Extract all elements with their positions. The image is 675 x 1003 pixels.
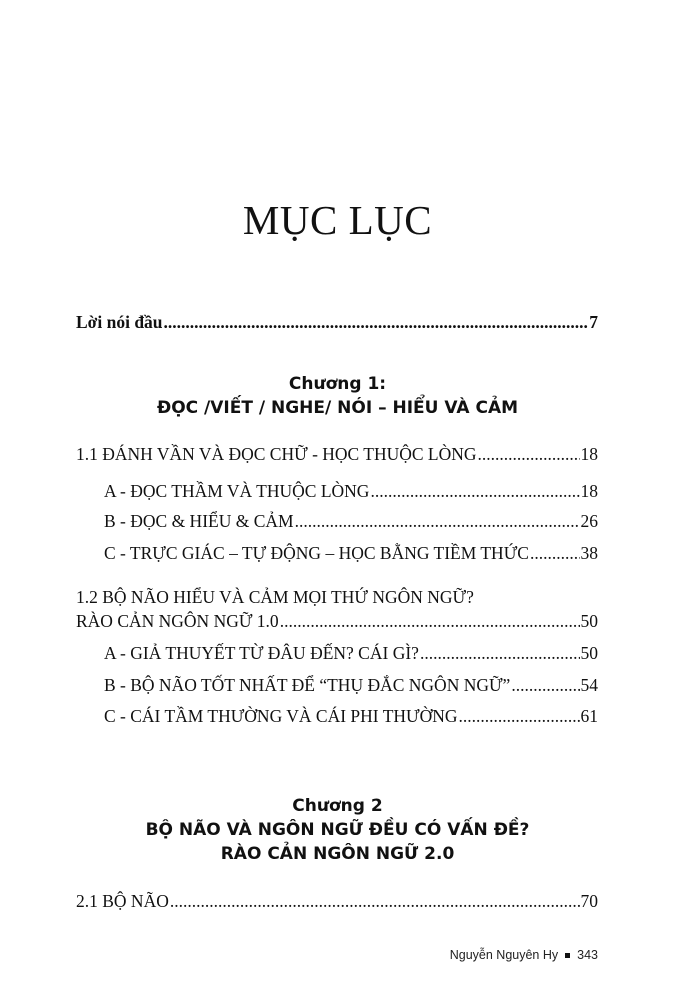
toc-entry-page: 18 (580, 444, 598, 464)
toc-entry-label: C - TRỰC GIÁC – TỰ ĐỘNG – HỌC BẰNG TIỀM THỨC (104, 543, 529, 563)
chapter-2-label: Chương 2 (292, 796, 383, 816)
page-footer (450, 948, 598, 962)
toc-entry-1-1-a (104, 481, 598, 501)
toc-entry-1-2-c (104, 706, 598, 726)
square-bullet-icon (565, 953, 570, 958)
chapter-2-title-line1: BỘ NÃO VÀ NGÔN NGỮ ĐỀU CÓ VẤN ĐỀ? (145, 820, 530, 840)
chapter-1-heading (0, 372, 675, 420)
toc-entry-label: C - CÁI TẦM THƯỜNG VÀ CÁI PHI THƯỜNG (104, 706, 458, 726)
chapter-1-label: Chương 1: (288, 374, 387, 394)
toc-entry-label: A - ĐỌC THẦM VÀ THUỘC LÒNG (104, 481, 370, 501)
dot-leader (420, 643, 580, 663)
toc-entry-page: 26 (580, 511, 598, 531)
toc-entry-page: 61 (580, 706, 598, 726)
toc-entry-label: 1.2 BỘ NÃO HIỂU VÀ CẢM MỌI THỨ NGÔN NGỮ? (76, 587, 474, 607)
toc-entry-preface (76, 312, 598, 332)
toc-entry-1-1-b (104, 511, 598, 531)
toc-entry-page: 50 (580, 611, 598, 631)
toc-entry-label: A - GIẢ THUYẾT TỪ ĐÂU ĐẾN? CÁI GÌ? (104, 643, 419, 663)
footer-page-number: 343 (577, 948, 598, 962)
toc-entry-page: 7 (589, 312, 598, 332)
toc-entry-label: RÀO CẢN NGÔN NGỮ 1.0 (76, 611, 279, 631)
dot-leader (170, 891, 580, 911)
toc-entry-label: B - BỘ NÃO TỐT NHẤT ĐỂ “THỤ ĐẮC NGÔN NGỮ” (104, 675, 511, 695)
page-title: MỤC LỤC (242, 197, 433, 243)
dot-leader (280, 611, 580, 631)
dot-leader (478, 444, 580, 464)
toc-entry-page: 50 (580, 643, 598, 663)
chapter-2-heading (0, 794, 675, 866)
toc-entry-page: 54 (580, 675, 598, 695)
toc-entry-1-1 (76, 444, 598, 464)
footer-author: Nguyễn Nguyên Hy (449, 948, 559, 962)
toc-entry-page: 38 (580, 543, 598, 563)
toc-entry-1-2-b (104, 675, 598, 695)
toc-entry-2-1 (76, 891, 598, 911)
toc-entry-1-2-a (104, 643, 598, 663)
toc-entry-page: 70 (580, 891, 598, 911)
dot-leader (164, 312, 589, 332)
chapter-1-title: ĐỌC /VIẾT / NGHE/ NÓI – HIỂU VÀ CẢM (156, 398, 519, 418)
dot-leader (459, 706, 580, 726)
toc-entry-1-2-line1 (76, 587, 598, 607)
toc-entry-1-1-c (104, 543, 598, 563)
toc-entry-label: 2.1 BỘ NÃO (76, 891, 169, 911)
toc-entry-label: 1.1 ĐÁNH VẦN VÀ ĐỌC CHỮ - HỌC THUỘC LÒNG (76, 444, 477, 464)
dot-leader (370, 481, 579, 501)
dot-leader (530, 543, 580, 563)
toc-entry-label: B - ĐỌC & HIỂU & CẢM (104, 511, 294, 531)
dot-leader (511, 675, 579, 695)
toc-entry-label: Lời nói đầu (76, 312, 163, 332)
toc-entry-1-2 (76, 611, 598, 631)
dot-leader (295, 511, 580, 531)
toc-entry-page: 18 (580, 481, 598, 501)
chapter-2-title-line2: RÀO CẢN NGÔN NGỮ 2.0 (220, 844, 455, 864)
